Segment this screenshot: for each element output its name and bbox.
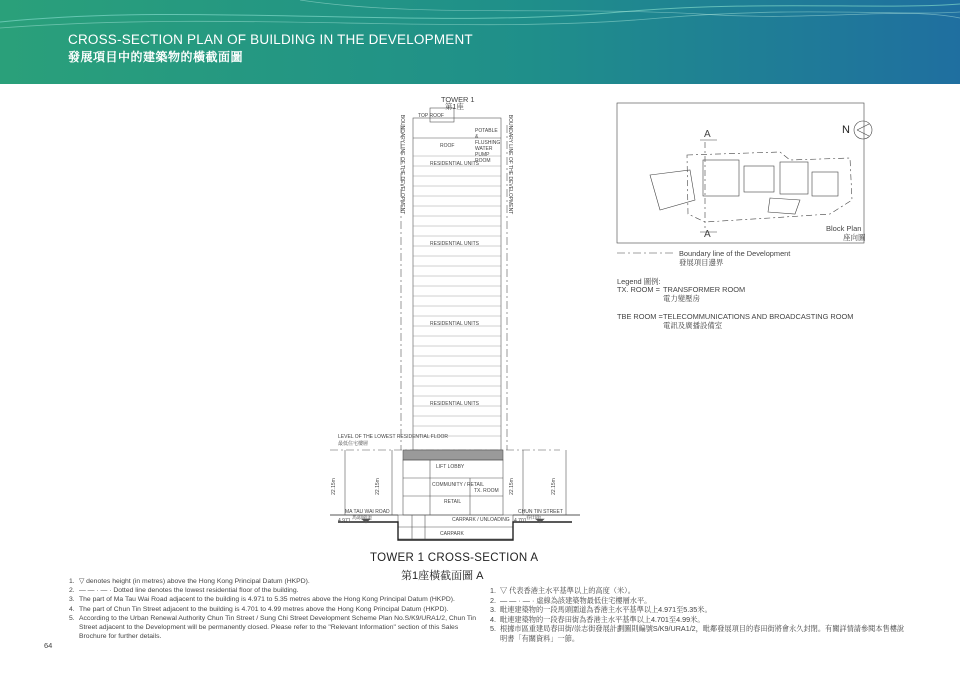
legend-boundary: Boundary line of the Development <box>679 249 791 258</box>
level-right: 4.701 <box>514 518 527 524</box>
residential-label: RESIDENTIAL UNITS <box>430 241 479 247</box>
section-caption: TOWER 1 CROSS-SECTION A <box>370 552 539 564</box>
height-dimension: 22.15m <box>374 478 381 495</box>
block-plan-label-zh: 座向圖 <box>843 233 866 242</box>
page-title-zh: 發展項目中的建築物的橫截面圖 <box>68 50 244 64</box>
note-item: 3. 毗連建築物的一段馬頭圍道為香港主水平基準以上4.971至5.35米。 <box>490 605 712 615</box>
note-item: 4. The part of Chun Tin Street adjacent to the building is 4.701 to 4.99 metres above the Hong Kong Principal Datum (HKPD). <box>69 605 449 613</box>
notes-english <box>69 577 484 641</box>
road-left-label: MA TAU WAI ROAD <box>345 509 390 515</box>
residential-label: RESIDENTIAL UNITS <box>430 161 479 167</box>
community-retail-label: COMMUNITY / RETAIL <box>432 482 485 488</box>
residential-label: RESIDENTIAL UNITS <box>430 401 479 407</box>
legend-tx: TRANSFORMER ROOM <box>663 285 746 294</box>
legend-tbe-key: TBE ROOM = <box>617 312 663 321</box>
header-banner <box>0 0 960 84</box>
top-roof-label: TOP ROOF <box>418 113 444 119</box>
retail-label: RETAIL <box>444 499 462 505</box>
section-a-marker: A <box>704 129 711 140</box>
legend-heading: Legend 圖例: <box>617 277 661 286</box>
note-item: 4. 毗連建築物的一段春田街為香港主水平基準以上4.701至4.99米。 <box>490 614 705 624</box>
legend-tbe: TELECOMMUNICATIONS AND BROADCASTING ROOM <box>663 312 854 321</box>
note-item: 1. ▽ denotes height (in metres) above the Hong Kong Principal Datum (HKPD). <box>69 578 310 585</box>
note-item: 2. — — · — · Dotted line denotes the lowest residential floor of the building. <box>69 587 299 595</box>
north-label: N <box>842 124 850 136</box>
level-left: 4.971 <box>338 518 351 524</box>
carpark-label: CARPARK <box>440 531 464 537</box>
section-a-marker: A <box>704 229 711 240</box>
legend-tx-zh: 電力變壓房 <box>663 294 700 303</box>
height-dimension: 22.15m <box>508 478 515 495</box>
legend-boundary-zh: 發展項目邊界 <box>679 258 724 267</box>
road-left-label-zh: 馬頭圍道 <box>352 515 373 521</box>
page-title: CROSS-SECTION PLAN OF BUILDING IN THE DEVELOPMENT <box>68 32 473 47</box>
road-right-label: CHUN TIN STREET <box>518 509 563 515</box>
note-item: 5. 根據市區重建局春田街/崇志街發展計劃圖則編號S/K9/URA1/2，毗鄰發展項目的春田街將會永久封閉。有關詳情請參閱本售樓說明書「有關資料」一節。 <box>490 624 905 643</box>
tower-label: TOWER 1 <box>441 95 475 104</box>
boundary-label: BOUNDARY LINE OF THE DEVELOPMENT <box>399 114 406 215</box>
legend-tbe-zh: 電訊及廣播設備室 <box>663 321 723 330</box>
note-item: 3. The part of Ma Tau Wai Road adjacent to the building is 4.971 to 5.35 metres above the Hong Kong Principal Datum (HKPD). <box>69 596 455 604</box>
page-number: 64 <box>44 641 53 650</box>
lift-lobby-label: LIFT LOBBY <box>436 464 465 470</box>
legend-tx-key: TX. ROOM = <box>617 285 660 294</box>
tx-room-label: TX. ROOM <box>474 488 499 494</box>
boundary-label: BOUNDARY LINE OF THE DEVELOPMENT <box>507 114 514 215</box>
section-caption-zh: 第1座橫截面圖 A <box>401 570 484 582</box>
road-right-label-zh: 春田街 <box>526 515 542 521</box>
floor-lines <box>413 156 501 436</box>
note-item: 2. — — · — · 虛線為該建築物最低住宅樓層水平。 <box>490 595 652 605</box>
transfer-plate <box>403 450 503 460</box>
carpark-label: CARPARK / UNLOADING <box>452 517 510 523</box>
lowest-floor-label-zh: 最低住宅樓層 <box>338 441 369 447</box>
lowest-floor-label: LEVEL OF THE LOWEST RESIDENTIAL FLOOR <box>338 434 449 440</box>
height-dimension: 22.15m <box>550 478 557 495</box>
tower-label-zh: 第1座 <box>445 102 464 111</box>
height-dimension: 22.15m <box>330 478 337 495</box>
notes-chinese <box>490 586 910 644</box>
residential-label: RESIDENTIAL UNITS <box>430 321 479 327</box>
roof-label: ROOF <box>440 143 455 149</box>
note-item: 5. According to the Urban Renewal Authority Chun Tin Street / Sung Chi Street Development Scheme Plan No.S/K9/URA1/2, Chun Tin Street adjacent to the Development will be permanently closed. Please refer to the "Relevant Information" section of this Sales Brochure for further details. <box>69 614 477 641</box>
block-plan-label: Block Plan <box>826 224 862 233</box>
pump-room-label: POTABLE & FLUSHING WATER PUMP ROOM <box>475 128 501 164</box>
note-item: 1. ▽ 代表香港主水平基準以上的高度（米）。 <box>490 586 635 595</box>
